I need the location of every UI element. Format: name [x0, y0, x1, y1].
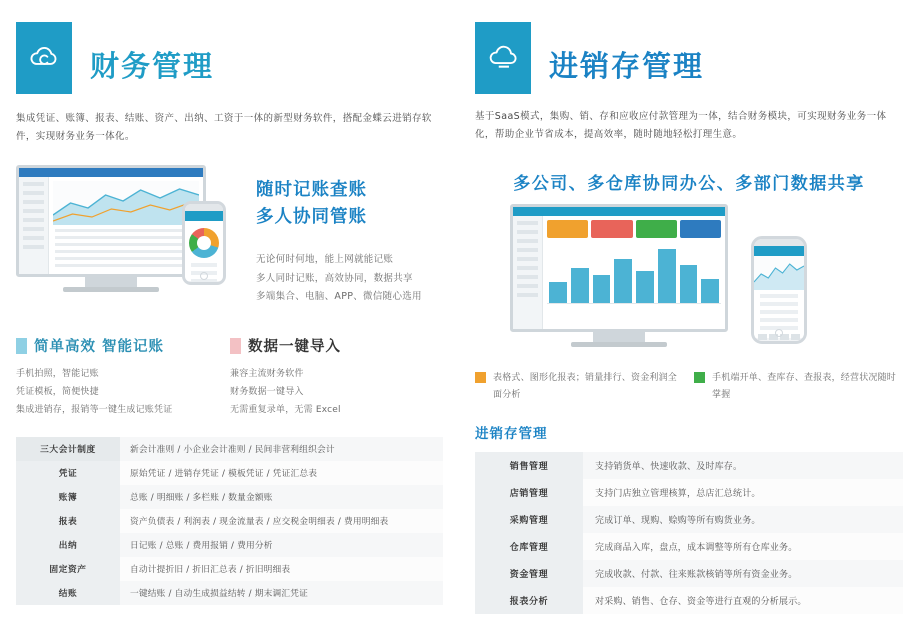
table-row: [16, 485, 443, 509]
chip-pink-icon: [230, 338, 241, 354]
row-label: 采购管理: [475, 506, 583, 533]
sales-bar-chart: [547, 242, 721, 304]
left-bullets: [256, 251, 422, 307]
chip-blue-icon: [16, 338, 27, 354]
phone-app-bar: [754, 246, 804, 256]
monitor-stand: [85, 277, 137, 287]
row-label: 报表分析: [475, 587, 583, 614]
table-row: [16, 461, 443, 485]
kpi-card: [680, 220, 721, 238]
feature-1-line-2: 凭证模板，简便快捷: [16, 387, 99, 398]
feature-1-title: 简单高效 智能记账: [34, 339, 165, 356]
row-label: 三大会计制度: [16, 437, 120, 461]
right-title: 进销存管理: [549, 49, 705, 83]
phone-speaker: [185, 204, 223, 211]
table-row: [16, 557, 443, 581]
right-legend: [475, 370, 903, 404]
kpi-cards: [547, 220, 721, 238]
kpi-card: [636, 220, 677, 238]
feature-1-line-3: 集成进销存，报销等一键生成记账凭证: [16, 405, 173, 416]
right-big-headline: 多公司、多仓库协同办公、多部门数据共享: [513, 174, 865, 195]
phone-screen: [754, 246, 804, 338]
row-value: 日记账 / 总账 / 费用报销 / 费用分析: [120, 533, 443, 557]
phone-trend-chart: [754, 256, 804, 290]
kpi-card: [547, 220, 588, 238]
left-panel: [0, 0, 459, 634]
square-orange-icon: [475, 372, 486, 383]
row-label: 账簿: [16, 485, 120, 509]
left-headline-line2: 多人协同管账: [256, 207, 367, 228]
legend-item: [475, 370, 680, 404]
phone-list: [754, 294, 804, 330]
square-green-icon: [694, 372, 705, 383]
row-label: 凭证: [16, 461, 120, 485]
kpi-card: [591, 220, 632, 238]
cloud-inventory-icon: [475, 22, 531, 94]
feature-smart-bookkeeping: [16, 335, 212, 419]
row-value: 新会计准则 / 小企业会计准则 / 民间非营利组织会计: [120, 437, 443, 461]
left-intro: 集成凭证、账簿、报表、结账、资产、出纳、工资于一体的新型财务软件，搭配金蝶云进销存软件，实现财务业务一体化。: [16, 113, 432, 142]
row-value: 资产负债表 / 利润表 / 现金流量表 / 应交税金明细表 / 费用明细表: [120, 509, 443, 533]
app-content: [543, 216, 725, 329]
row-label: 固定资产: [16, 557, 120, 581]
left-showcase: [16, 159, 443, 309]
row-value: 对采购、销售、仓存、资金等进行直观的分析展示。: [583, 587, 903, 614]
left-headline: [256, 177, 367, 231]
right-header: [475, 22, 903, 94]
row-value: 总账 / 明细账 / 多栏账 / 数量金额账: [120, 485, 443, 509]
table-row: [16, 581, 443, 605]
row-value: 自动计提折旧 / 折旧汇总表 / 折旧明细表: [120, 557, 443, 581]
table-row: [475, 587, 903, 614]
legend-text: 手机端开单、查库存、查报表，经营状况随时掌握: [712, 373, 897, 401]
legend-item: [694, 370, 899, 404]
left-title: 财务管理: [90, 49, 215, 83]
table-row: [475, 533, 903, 560]
app-content: [49, 177, 203, 274]
app-sidebar: [19, 177, 49, 274]
left-bullet-1: 无论何时何地，能上网就能记账: [256, 254, 394, 266]
desktop-mockup-inventory: [510, 204, 728, 347]
left-feature-pair: [16, 335, 443, 419]
phone-home-button: [200, 272, 208, 280]
phone-mockup-inventory: [751, 236, 807, 344]
table-row: [475, 560, 903, 587]
monitor-base: [63, 287, 159, 292]
expense-donut-chart: [189, 228, 219, 258]
cloud-finance-icon: [16, 22, 72, 94]
phone-mockup: [182, 201, 226, 285]
monitor-base: [571, 342, 667, 347]
legend-text: 表格式、图形化报表；销量排行、资金利润全面分析: [493, 373, 678, 401]
app-titlebar: [19, 168, 203, 177]
app-titlebar: [513, 207, 725, 216]
feature-2-lines: [230, 365, 426, 419]
feature-1-lines: [16, 365, 212, 419]
feature-2-line-2: 财务数据一键导入: [230, 387, 304, 398]
feature-2-line-1: 兼容主流财务软件: [230, 369, 304, 380]
inventory-feature-table: [475, 452, 903, 614]
phone-speaker: [754, 239, 804, 246]
right-showcase: [475, 204, 903, 362]
left-headline-line1: 随时记账查账: [256, 180, 367, 201]
right-intro: 基于SaaS模式，集购、销、存和应收应付款管理为一体，结合财务模块，可实现财务业务一体化，帮助企业节省成本，提高效率，随时随地轻松打理生意。: [475, 111, 887, 140]
feature-1-line-1: 手机拍照，智能记账: [16, 369, 99, 380]
row-value: 支持销货单、快速收款、及时库存。: [583, 452, 903, 479]
monitor-stand: [593, 332, 645, 342]
feature-2-line-3: 无需重复录单，无需 Excel: [230, 405, 341, 416]
row-label: 店销管理: [475, 479, 583, 506]
right-section-title: 进销存管理: [475, 426, 548, 443]
phone-home-button: [775, 329, 783, 337]
table-row: [16, 509, 443, 533]
left-bullet-2: 多人同时记账，高效协同，数据共享: [256, 272, 413, 284]
app-sidebar: [513, 216, 543, 329]
row-value: 原始凭证 / 进销存凭证 / 模板凭证 / 凭证汇总表: [120, 461, 443, 485]
row-label: 出纳: [16, 533, 120, 557]
desktop-mockup: [16, 165, 206, 292]
row-value: 完成订单、现购、赊购等所有购货业务。: [583, 506, 903, 533]
row-label: 资金管理: [475, 560, 583, 587]
row-label: 仓库管理: [475, 533, 583, 560]
desktop-screen-inventory: [510, 204, 728, 332]
left-header: [16, 22, 443, 94]
table-row: [475, 506, 903, 533]
table-row: [475, 452, 903, 479]
row-value: 一键结账 / 自动生成损益结转 / 期末调汇凭证: [120, 581, 443, 605]
phone-app-bar: [185, 211, 223, 221]
right-panel: [459, 0, 919, 634]
feature-data-import: [230, 335, 426, 419]
ledger-rows: [53, 229, 199, 267]
row-value: 支持门店独立管理核算，总店汇总统计。: [583, 479, 903, 506]
feature-2-title: 数据一键导入: [248, 339, 341, 356]
revenue-area-chart: [53, 181, 199, 225]
desktop-screen: [16, 165, 206, 277]
finance-feature-table: [16, 437, 443, 605]
row-value: 完成商品入库，盘点，成本调整等所有仓库业务。: [583, 533, 903, 560]
row-label: 报表: [16, 509, 120, 533]
left-bullet-3: 多端集合、电脑、APP、微信随心选用: [256, 291, 422, 303]
row-label: 销售管理: [475, 452, 583, 479]
table-row: [16, 533, 443, 557]
phone-screen: [185, 211, 223, 281]
row-value: 完成收款、付款、往来账款核销等所有资金业务。: [583, 560, 903, 587]
table-row: [16, 437, 443, 461]
table-row: [475, 479, 903, 506]
row-label: 结账: [16, 581, 120, 605]
